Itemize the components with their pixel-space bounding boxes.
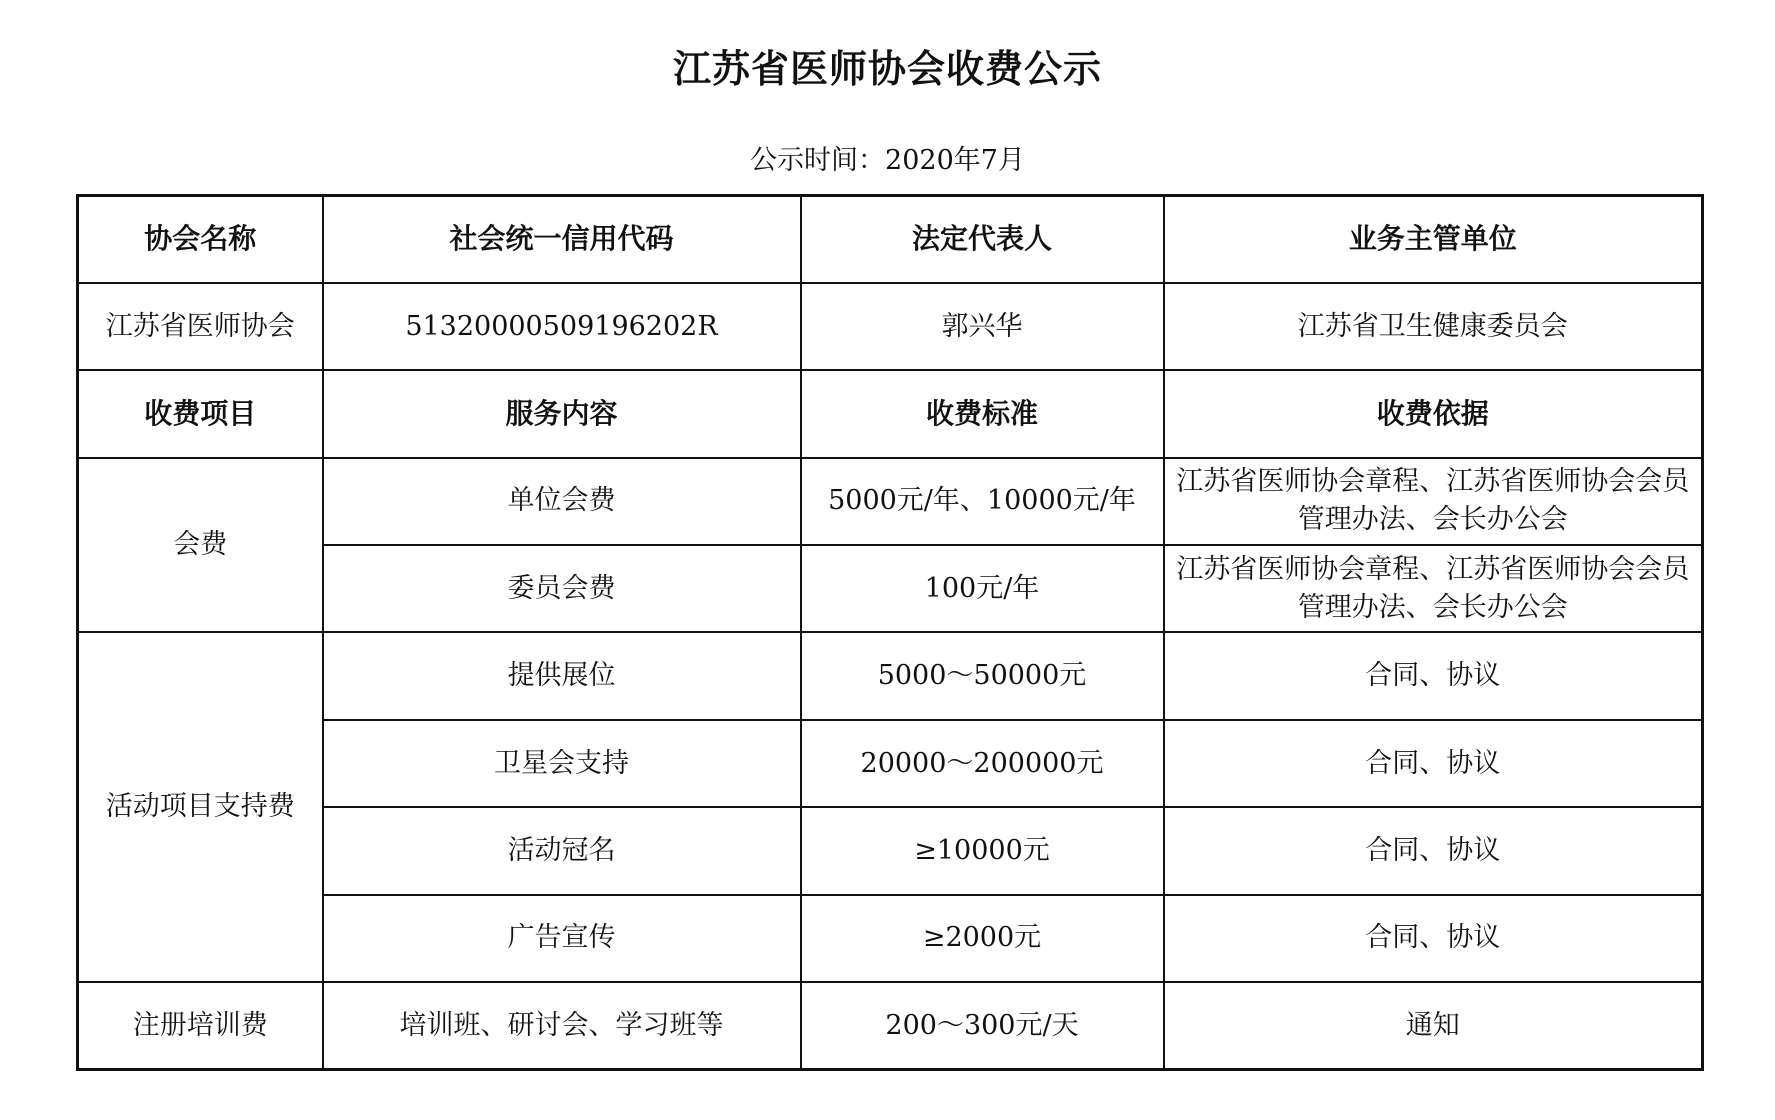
fee-standard-cell: 200～300元/天 xyxy=(801,982,1164,1069)
page-title: 江苏省医师协会收费公示 xyxy=(672,47,1102,91)
fee-category-cell: 会费 xyxy=(78,458,323,633)
header-cell-credit-code: 社会统一信用代码 xyxy=(323,196,801,283)
header-cell-association-name: 协会名称 xyxy=(78,196,323,283)
legal-representative-cell: 郭兴华 xyxy=(801,283,1164,370)
fee-basis-cell: 江苏省医师协会章程、江苏省医师协会会员管理办法、会长办公会 xyxy=(1164,458,1703,545)
table-row xyxy=(78,632,1703,719)
service-content-cell: 活动冠名 xyxy=(323,807,801,894)
supervising-unit-cell: 江苏省卫生健康委员会 xyxy=(1164,283,1703,370)
service-content-cell: 提供展位 xyxy=(323,632,801,719)
info-header-row xyxy=(78,196,1703,283)
fee-category-cell: 注册培训费 xyxy=(78,982,323,1069)
fee-standard-cell: 5000～50000元 xyxy=(801,632,1164,719)
fee-category-cell: 活动项目支持费 xyxy=(78,632,323,982)
header-cell-legal-representative: 法定代表人 xyxy=(801,196,1164,283)
service-content-cell: 卫星会支持 xyxy=(323,720,801,807)
credit-code-cell: 51320000509196202R xyxy=(323,283,801,370)
fee-standard-cell: 100元/年 xyxy=(801,545,1164,632)
header-cell-fee-basis: 收费依据 xyxy=(1164,370,1703,457)
fee-basis-cell: 合同、协议 xyxy=(1164,895,1703,982)
table-row xyxy=(78,458,1703,545)
header-cell-service-content: 服务内容 xyxy=(323,370,801,457)
service-content-cell: 培训班、研讨会、学习班等 xyxy=(323,982,801,1069)
header-cell-fee-standard: 收费标准 xyxy=(801,370,1164,457)
service-content-cell: 广告宣传 xyxy=(323,895,801,982)
fee-standard-cell: ≥2000元 xyxy=(801,895,1164,982)
fee-basis-cell: 合同、协议 xyxy=(1164,632,1703,719)
fee-basis-cell: 合同、协议 xyxy=(1164,720,1703,807)
fee-basis-cell: 通知 xyxy=(1164,982,1703,1069)
fee-basis-cell: 合同、协议 xyxy=(1164,807,1703,894)
service-content-cell: 委员会费 xyxy=(323,545,801,632)
fee-header-row xyxy=(78,370,1703,457)
fee-standard-cell: ≥10000元 xyxy=(801,807,1164,894)
association-name-cell: 江苏省医师协会 xyxy=(78,283,323,370)
header-cell-supervising-unit: 业务主管单位 xyxy=(1164,196,1703,283)
table-row xyxy=(78,982,1703,1069)
fee-standard-cell: 20000～200000元 xyxy=(801,720,1164,807)
fee-basis-cell: 江苏省医师协会章程、江苏省医师协会会员管理办法、会长办公会 xyxy=(1164,545,1703,632)
header-cell-fee-item: 收费项目 xyxy=(78,370,323,457)
fee-table xyxy=(76,194,1704,1071)
publish-date: 公示时间：2020年7月 xyxy=(750,145,1025,176)
service-content-cell: 单位会费 xyxy=(323,458,801,545)
info-row xyxy=(78,283,1703,370)
fee-standard-cell: 5000元/年、10000元/年 xyxy=(801,458,1164,545)
